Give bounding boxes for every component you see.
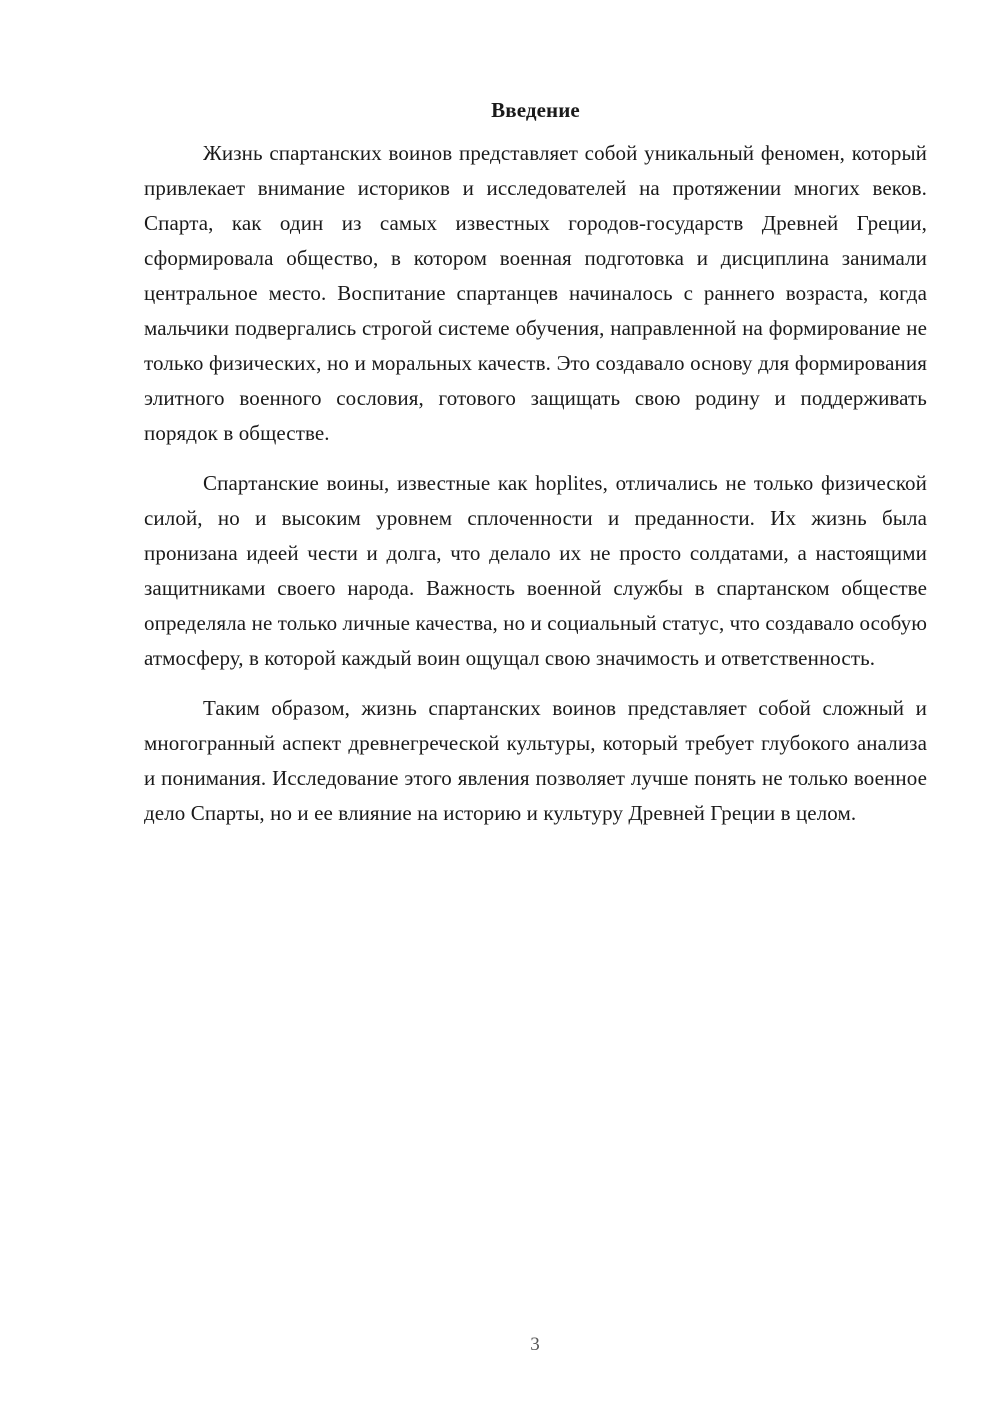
- page-number: 3: [530, 1334, 540, 1355]
- paragraph-3: Таким образом, жизнь спартанских воинов представляет собой сложный и многогранный аспект древнегреческой культуры, который требует глубокого анализа и понимания. Исследование этого явления позволяет лучше понять не только военное дело Спарты, но и ее влияние на историю и культуру Древней Греции в целом.: [144, 696, 927, 825]
- page-content: [144, 92, 927, 846]
- paragraph-1: Жизнь спартанских воинов представляет собой уникальный феномен, который привлекает внимание историков и исследователей на протяжении многих веков. Спарта, как один из самых известных городов-государств Древней Греции, сформировала общество, в котором военная подготовка и дисциплина занимали центральное место. Воспитание спартанцев начиналось с раннего возраста, когда мальчики подвергались строгой системе обучения, направленной на формирование не только физических, но и моральных качеств. Это создавало основу для формирования элитного военного сословия, готового защищать свою родину и поддерживать порядок в обществе.: [144, 141, 927, 445]
- paragraph-2: Спартанские воины, известные как hoplites, отличались не только физической силой, но и высоким уровнем сплоченности и преданности. Их жизнь была пронизана идеей чести и долга, что делало их не просто солдатами, а настоящими защитниками своего народа. Важность военной службы в спартанском обществе определяла не только личные качества, но и социальный статус, что создавало особую атмосферу, в которой каждый воин ощущал свою значимость и ответственность.: [144, 471, 927, 670]
- section-title: Введение: [491, 98, 580, 122]
